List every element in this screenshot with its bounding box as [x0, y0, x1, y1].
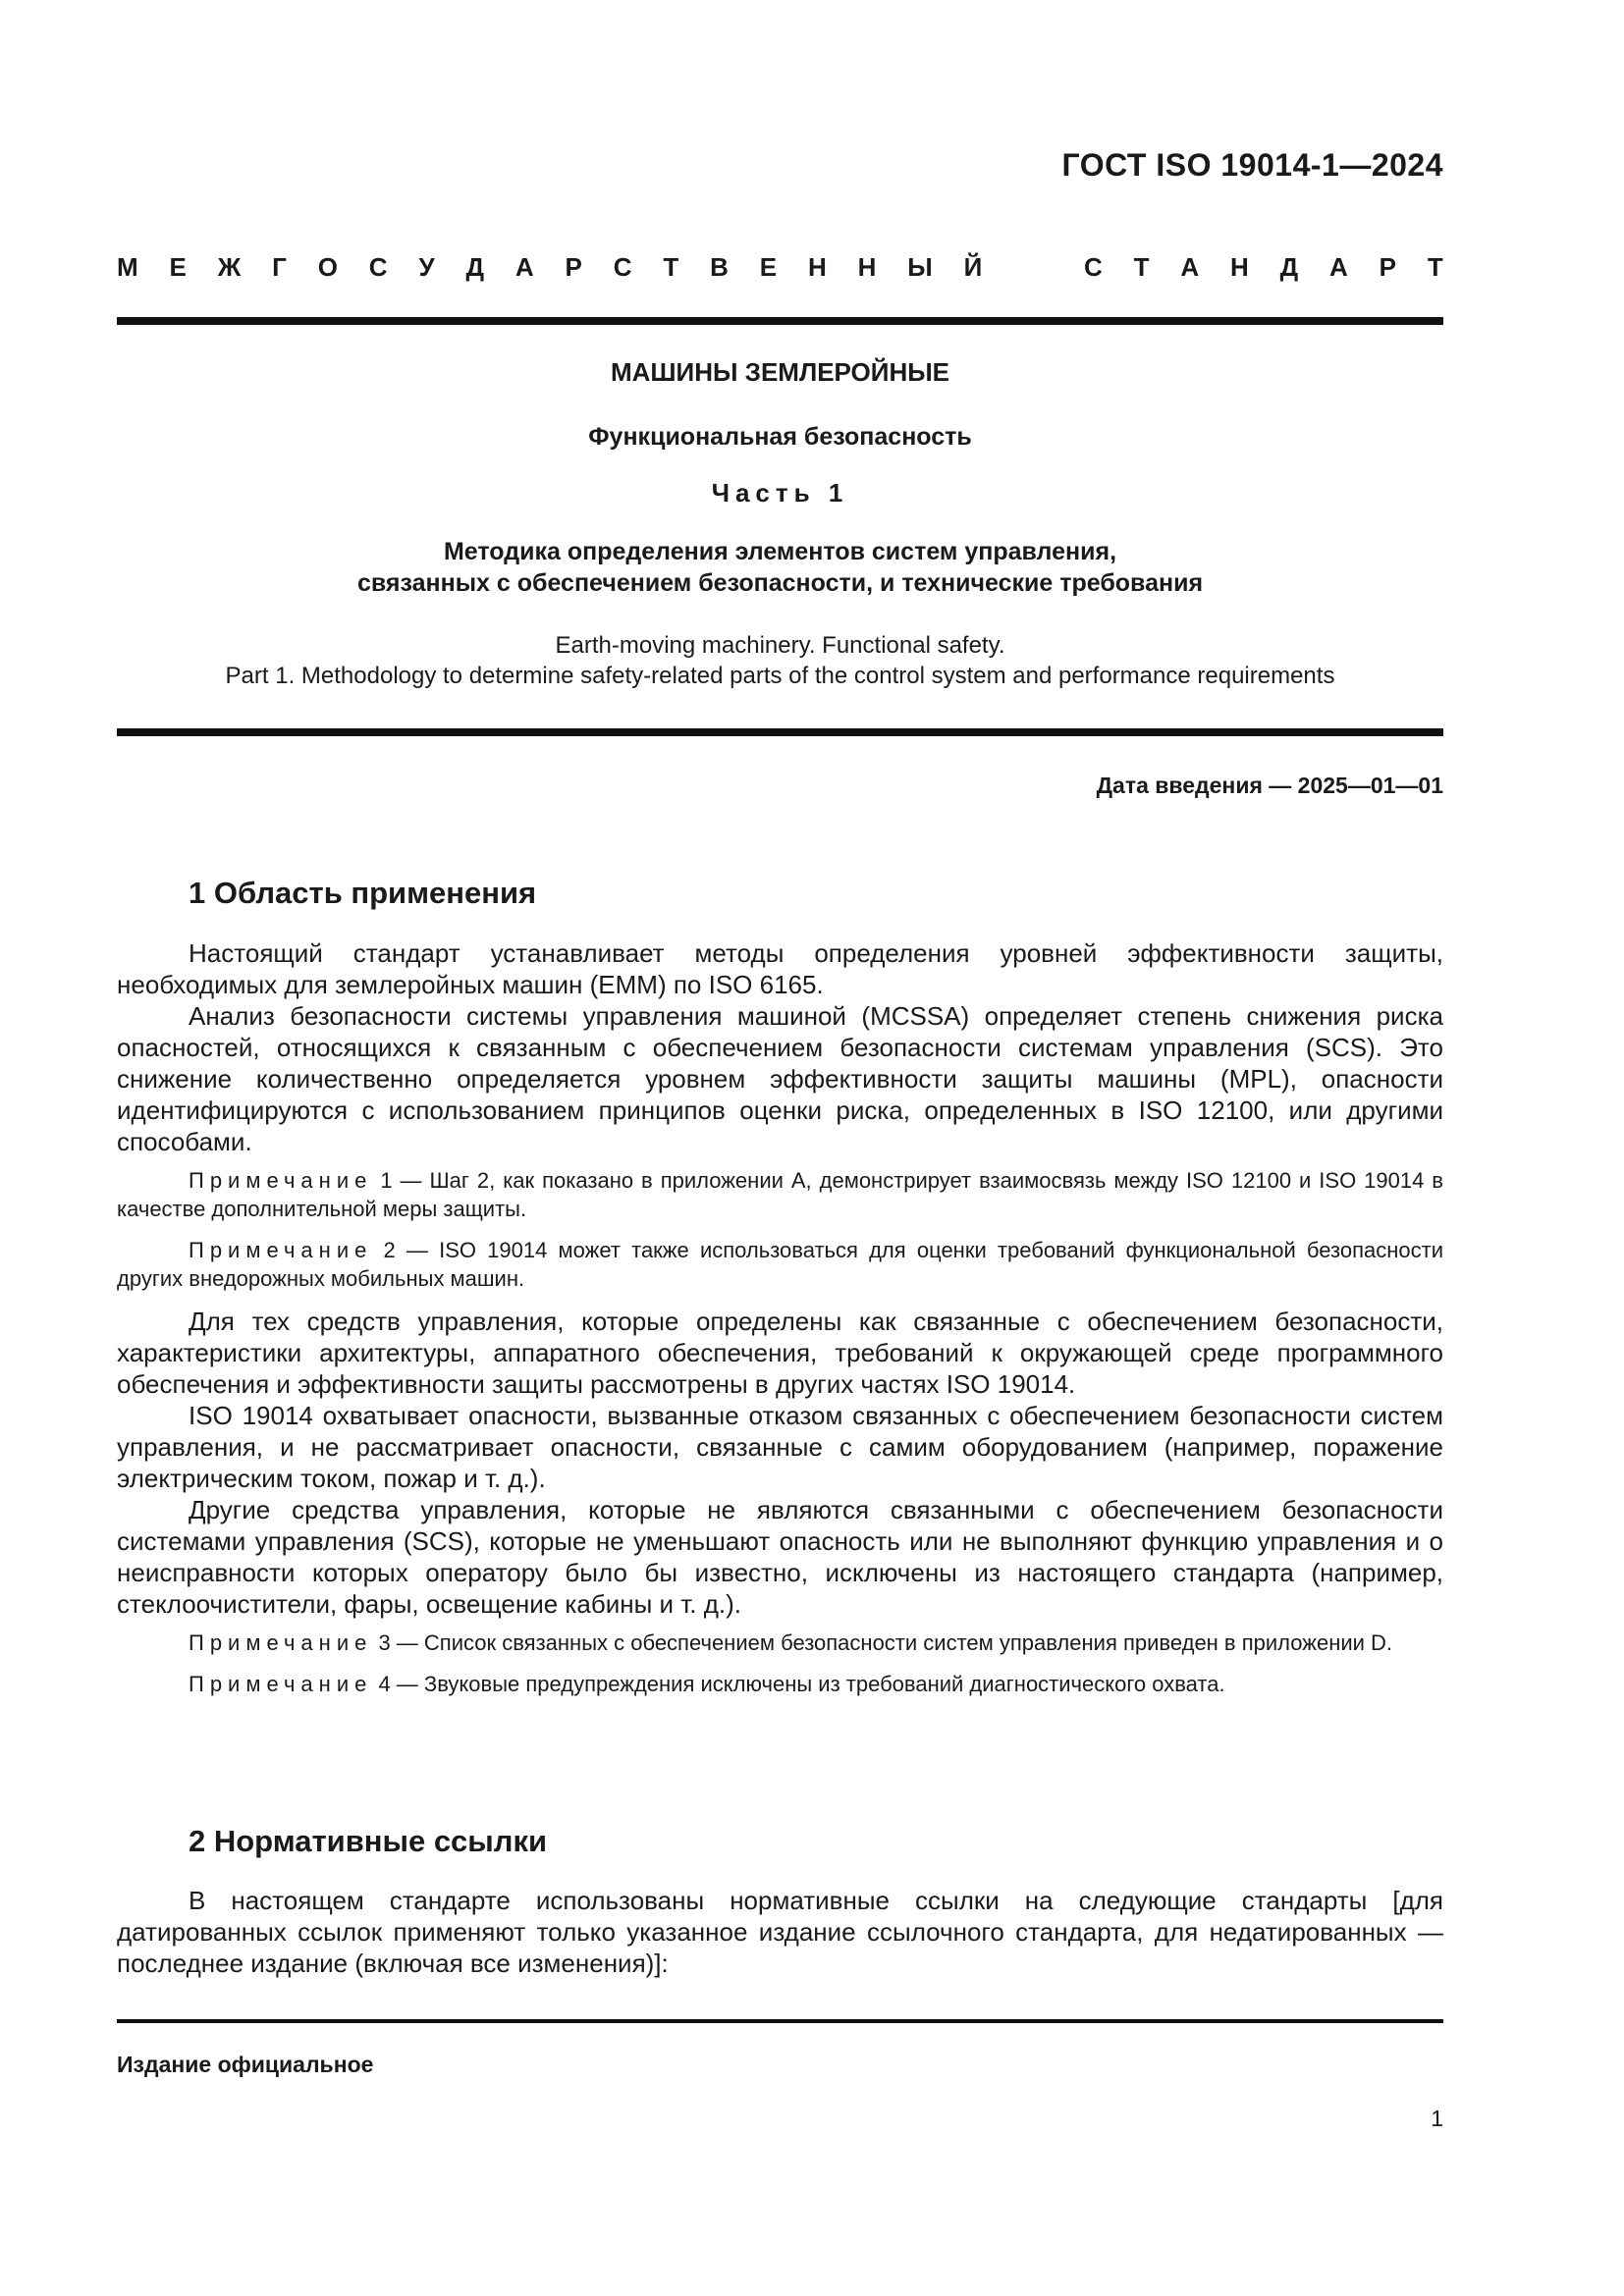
- letter: Т: [1427, 252, 1443, 282]
- note-2: [117, 1236, 1443, 1293]
- note-1: [117, 1166, 1443, 1223]
- title-description-line: связанных с обеспечением безопасности, и технические требования: [356, 569, 1204, 597]
- letter: Е: [169, 252, 187, 282]
- section-1-body: [117, 937, 1443, 1698]
- paragraph: Анализ безопасности системы управления машиной (MCSSA) определяет степень снижения риска опасностей, относящихся к связанным с обеспечением безопасности системам управления (SCS). Это снижение количественно определяется уровнем эффективности защиты машины (MPL), опасности идентифицируются с использованием принципов оценки риска, определенных в ISO 12100, или другими способами.: [117, 1001, 1443, 1156]
- letter: М: [117, 252, 138, 282]
- letter: С: [1083, 252, 1103, 282]
- note-label: Примечание: [189, 1238, 373, 1262]
- note-label: Примечание: [189, 1672, 373, 1696]
- letter: Н: [807, 252, 827, 282]
- note-4: [117, 1670, 1443, 1698]
- letter: Е: [759, 252, 778, 282]
- note-text: 3 — Список связанных с обеспечением безопасности систем управления приведен в приложении D.: [372, 1630, 1393, 1655]
- title-rule: [117, 728, 1443, 736]
- title-main: МАШИНЫ ЗЕМЛЕРОЙНЫЕ: [610, 357, 950, 387]
- note-label: Примечание: [189, 1630, 373, 1655]
- letter: О: [317, 252, 338, 282]
- letter: Т: [663, 252, 679, 282]
- letter: С: [613, 252, 632, 282]
- letter: А: [514, 252, 534, 282]
- top-rule: [117, 317, 1443, 325]
- letter: А: [1329, 252, 1348, 282]
- section-1-heading: 1 Область применения: [189, 876, 537, 910]
- letter: С: [368, 252, 388, 282]
- word-gap: [1013, 252, 1053, 283]
- note-text: 1 — Шаг 2, как показано в приложении А, демонстрирует взаимосвязь между ISO 12100 и ISO 19014 в качестве дополнительной меры защиты.: [117, 1168, 1443, 1221]
- letter: Н: [857, 252, 877, 282]
- letter: Д: [1279, 252, 1299, 282]
- title-description: [117, 536, 1443, 599]
- paragraph: Настоящий стандарт устанавливает методы определения уровней эффективности защиты, необходимых для землеройных машин (ЕММ) по ISO 6165.: [117, 938, 1443, 999]
- section-2-body: [117, 1885, 1443, 1979]
- note-text: 4 — Звуковые предупреждения исключены из требований диагностического охвата.: [372, 1672, 1225, 1696]
- title-english: [117, 630, 1443, 691]
- title-english-line: Part 1. Methodology to determine safety-related parts of the control system and performance requirements: [225, 663, 1335, 689]
- official-edition-label: Издание официальное: [117, 2052, 374, 2077]
- paragraph: Для тех средств управления, которые определены как связанные с обеспечением безопасности, характеристики архитектуры, аппаратного обеспечения, требований к окружающей среде программного обеспечения и эффективности защиты рассмотрены в других частях ISO 19014.: [117, 1307, 1443, 1399]
- letter: Н: [1230, 252, 1249, 282]
- title-english-line: Earth-moving machinery. Functional safety.: [555, 632, 1005, 659]
- letter: В: [710, 252, 729, 282]
- page-number: 1: [1431, 2106, 1443, 2131]
- letter: Й: [963, 252, 983, 282]
- title-part: Часть 1: [711, 478, 849, 507]
- paragraph: В настоящем стандарте использованы нормативные ссылки на следующие стандарты [для датированных ссылок применяют только указанное издание ссылочного стандарта, для недатированных — последнее издание (включая все изменения)]:: [117, 1886, 1443, 1978]
- letter: Т: [1133, 252, 1150, 282]
- note-label: Примечание: [189, 1168, 373, 1193]
- note-3: [117, 1629, 1443, 1657]
- letter: Р: [565, 252, 582, 282]
- letter: Ы: [907, 252, 933, 282]
- letter: Д: [465, 252, 485, 282]
- title-sub: Функциональная безопасность: [588, 423, 972, 451]
- footer-rule: [117, 2019, 1443, 2023]
- document-number: ГОСТ ISO 19014-1—2024: [1061, 147, 1443, 183]
- paragraph: ISO 19014 охватывает опасности, вызванные отказом связанных с обеспечением безопасности систем управления, и не рассматривает опасности, связанные с самим оборудованием (например, поражение электрическим током, пожар и т. д.).: [117, 1401, 1443, 1493]
- section-2-heading: 2 Нормативные ссылки: [189, 1824, 548, 1858]
- interstate-standard-heading: [117, 252, 1443, 283]
- letter: Ж: [217, 252, 242, 282]
- note-text: 2 — ISO 19014 может также использоваться для оценки требований функциональной безопасности других внедорожных мобильных машин.: [117, 1238, 1443, 1291]
- paragraph: Другие средства управления, которые не являются связанными с обеспечением безопасности системами управления (SCS), которые не уменьшают опасность или не выполняют функцию управления и о неисправности которых оператору было бы известно, исключены из настоящего стандарта (например, стеклоочистители, фары, освещение кабины и т. д.).: [117, 1495, 1443, 1619]
- introduction-date: Дата введения — 2025—01—01: [1096, 773, 1443, 798]
- title-description-line: Методика определения элементов систем управления,: [443, 538, 1117, 565]
- letter: Р: [1379, 252, 1397, 282]
- letter: Г: [272, 252, 287, 282]
- letter: А: [1180, 252, 1200, 282]
- letter: У: [418, 252, 435, 282]
